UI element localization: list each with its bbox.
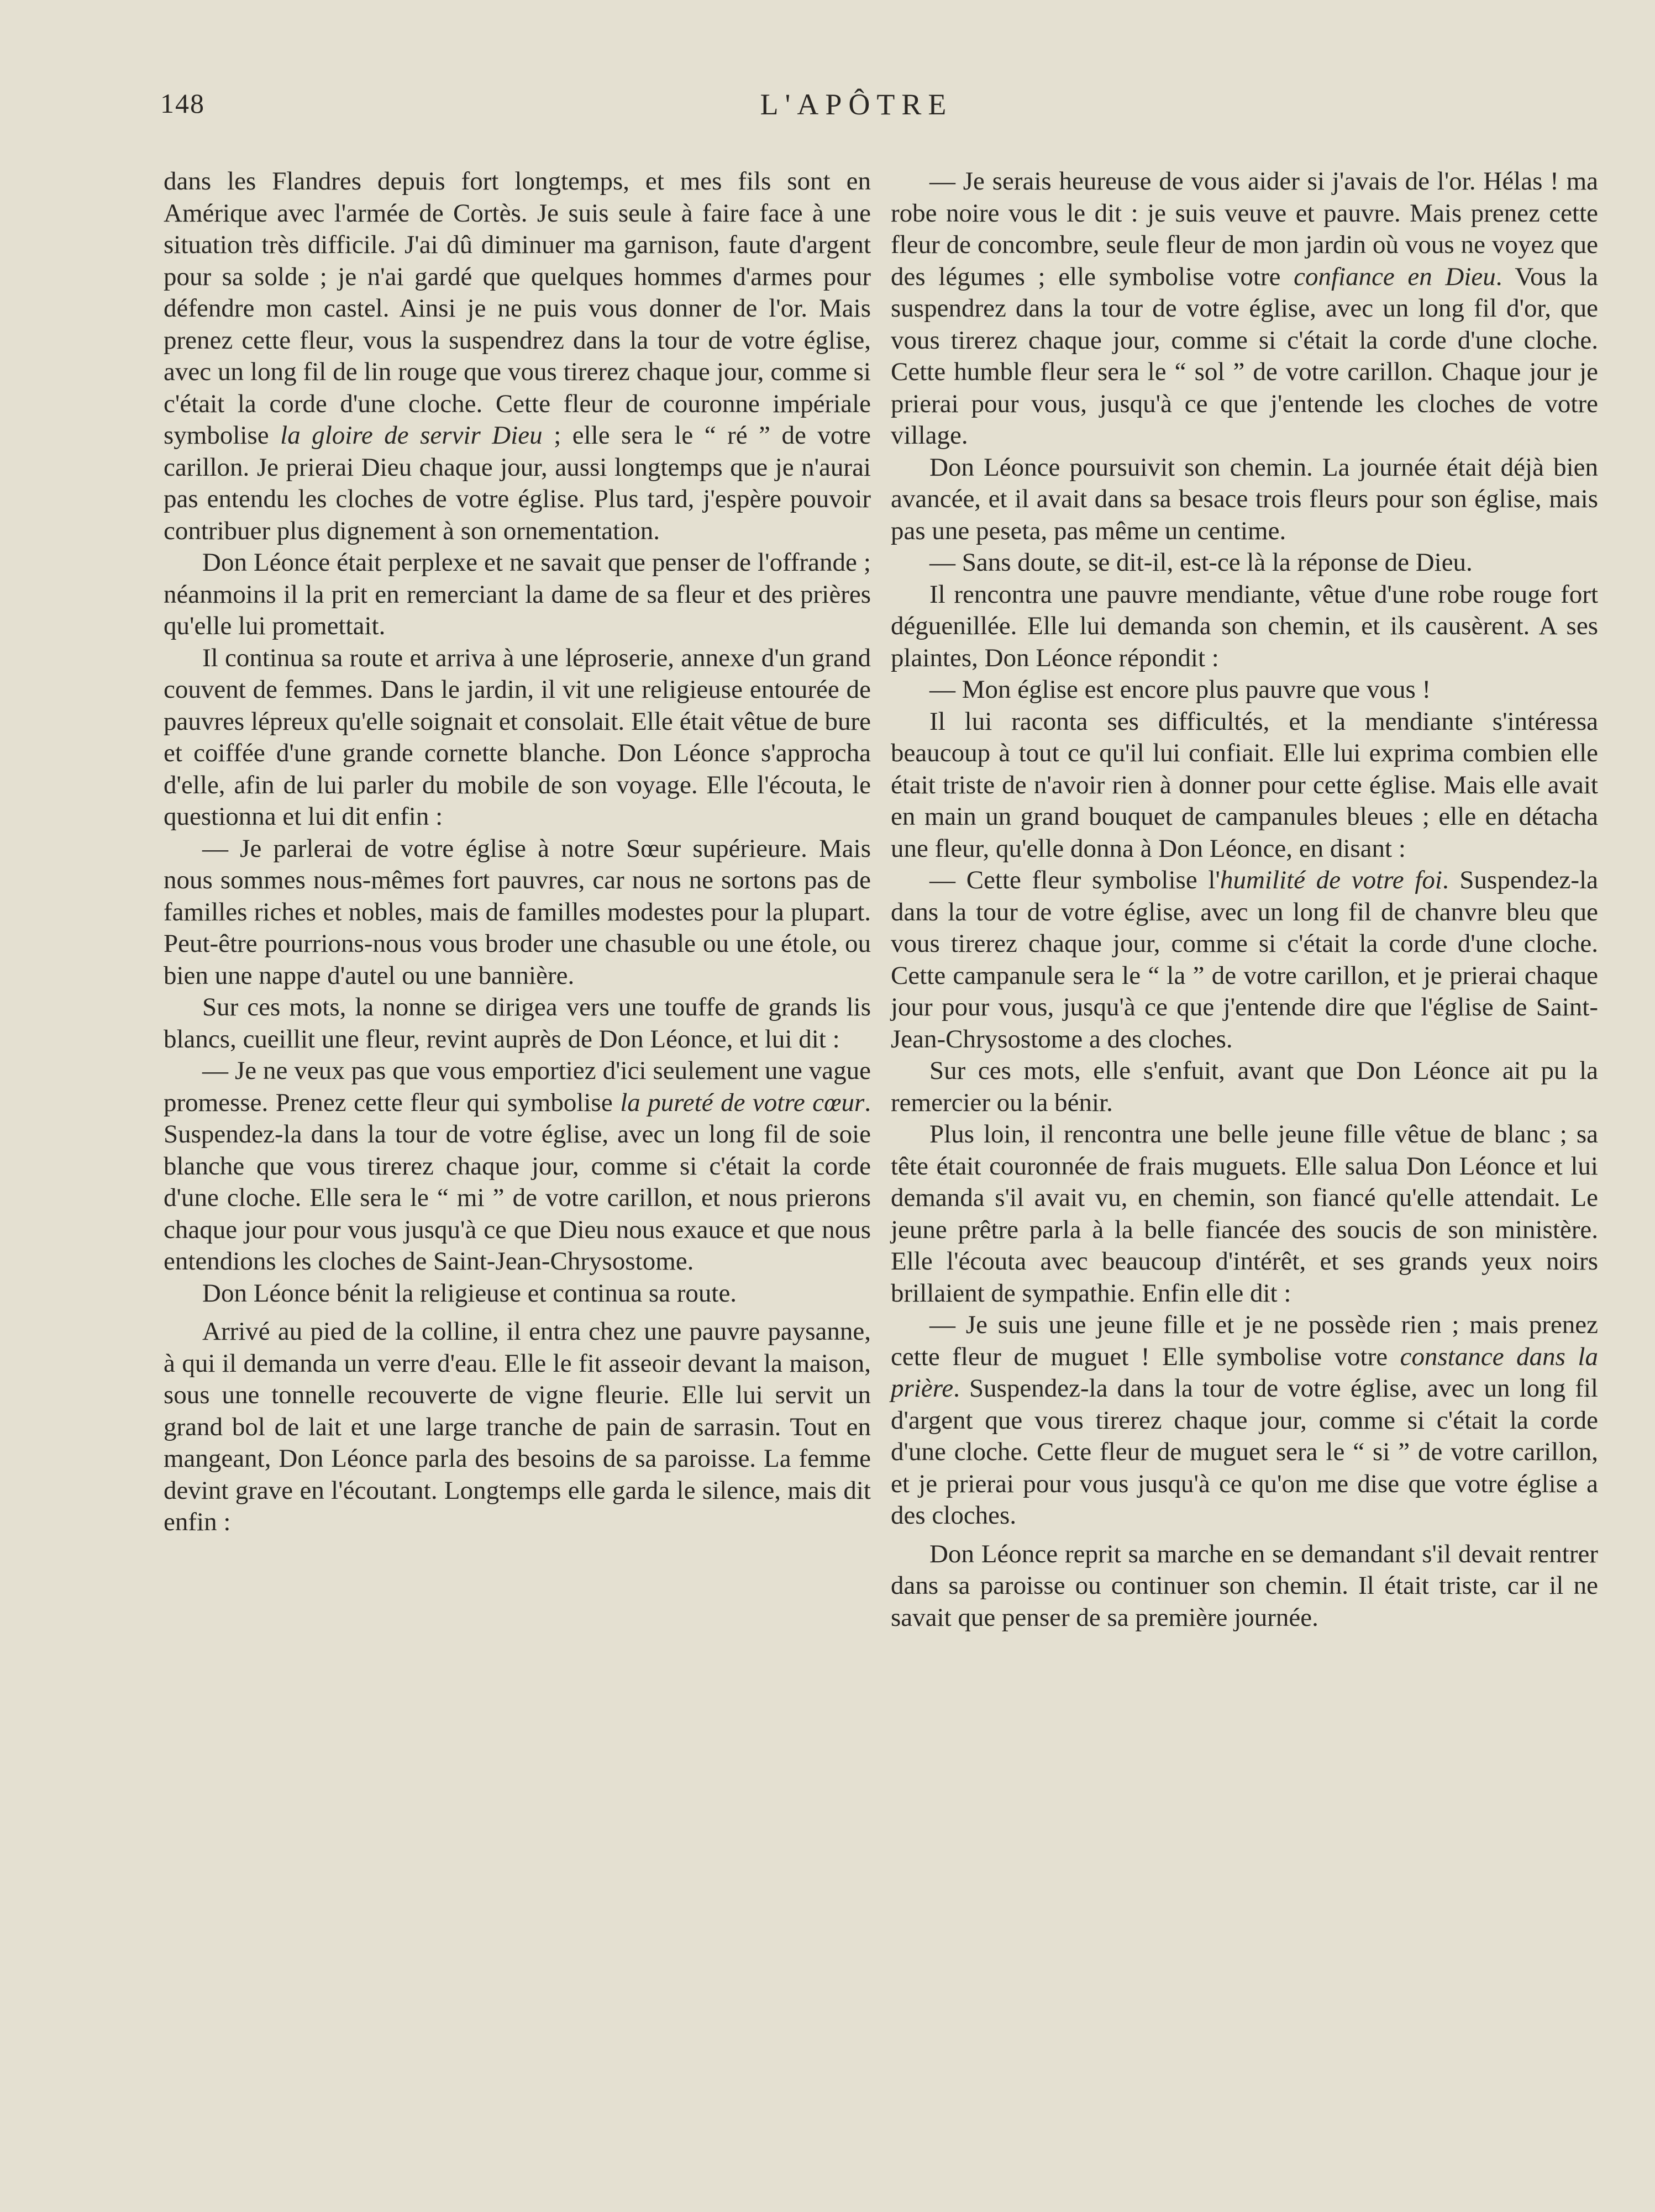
paragraph	[891, 1119, 1598, 1309]
running-title: L'APÔTRE	[760, 88, 953, 121]
paragraph-text: . Vous la suspendrez dans la tour de votre église, avec un long fil d'or, que vous tirerez chaque jour, comme si c'était la corde d'une cloche. Cette humble fleur sera le “ sol ” de votre carillon. Chaque jour je prierai pour vous, jusqu'à ce que j'entende les cloches de votre village.	[891, 262, 1598, 450]
paragraph-text: dans les Flandres depuis fort longtemps, et mes fils sont en Amérique avec l'armée de Cortès. Je suis seule à faire face à une situation très difficile. J'ai dû diminuer ma garnison, faute d'argent pour sa solde ; je n'ai gardé que quelques hommes d'armes pour défendre mon castel. Ainsi je ne puis vous donner de l'or. Mais prenez cette fleur, vous la suspendrez dans la tour de votre église, avec un long fil de lin rouge que vous tirerez chaque jour, comme si c'était la corde d'une cloche. Cette fleur de couronne impériale symbolise	[164, 167, 871, 450]
paragraph	[164, 642, 871, 833]
paragraph-text: Il lui raconta ses difficultés, et la mendiante s'intéressa beaucoup à tout ce qu'il lui confiait. Elle lui exprima combien elle était triste de n'avoir rien à donner pour cette église. Mais elle avait en main un grand bouquet de campanules bleues ; elle en détacha une fleur, qu'elle donna à Don Léonce, en disant :	[891, 707, 1598, 863]
paragraph	[891, 1055, 1598, 1119]
paragraph-text: Don Léonce poursuivit son chemin. La journée était déjà bien avancée, et il avait dans sa besace trois fleurs pour son église, mais pas une peseta, pas même un centime.	[891, 452, 1598, 545]
paragraph	[164, 1278, 871, 1310]
paragraph-text: Il rencontra une pauvre mendiante, vêtue d'une robe rouge fort déguenillée. Elle lui demanda son chemin, et ils causèrent. A ses plaintes, Don Léonce répondit :	[891, 580, 1598, 672]
paragraph	[891, 865, 1598, 1055]
paragraph-text: Il continua sa route et arriva à une léproserie, annexe d'un grand couvent de femmes. Dans le jardin, il vit une religieuse entourée de pauvres lépreux qu'elle soignait et consolait. Elle était vêtue de bure et coiffée d'une grande cornette blanche. Don Léonce s'approcha d'elle, afin de lui parler du mobile de son voyage. Elle l'écouta, le questionna et lui dit enfin :	[164, 643, 871, 831]
paragraph	[891, 547, 1598, 579]
paragraph-text: . Suspendez-la dans la tour de votre église, avec un long fil de soie blanche que vous tirerez chaque jour, comme si c'était la corde d'une cloche. Elle sera le “ mi ” de votre carillon, et nous prierons chaque jour pour vous jusqu'à ce que Dieu nous exauce et que nous entendions les cloches de Saint-Jean-Chrysostome.	[164, 1088, 871, 1276]
paragraph	[164, 992, 871, 1055]
italic-emphasis: constance dans la prière	[891, 1342, 1598, 1403]
page-number: 148	[160, 88, 205, 119]
paragraph-text: — Cette fleur symbolise l'	[929, 866, 1220, 894]
paragraph	[891, 166, 1598, 452]
paragraph	[164, 833, 871, 992]
italic-emphasis: la pureté de votre cœur	[620, 1088, 865, 1117]
paragraph	[891, 579, 1598, 675]
paragraph-text: Don Léonce bénit la religieuse et continua sa route.	[202, 1278, 737, 1308]
paragraph-text: Sur ces mots, elle s'enfuit, avant que Don Léonce ait pu la remercier ou la bénir.	[891, 1056, 1598, 1117]
italic-emphasis: confiance en Dieu	[1294, 262, 1496, 291]
paragraph-text: Plus loin, il rencontra une belle jeune fille vêtue de blanc ; sa tête était couronnée de frais muguets. Elle salua Don Léonce et lui demanda s'il avait vu, en chemin, son fiancé qu'elle attendait. Le jeune prêtre parla à la belle fiancée des soucis de son ministère. Elle l'écouta avec beaucoup d'intérêt, et ses grands yeux noirs brillaient de sympathie. Enfin elle dit :	[891, 1120, 1598, 1308]
paragraph	[891, 452, 1598, 547]
paragraph-text: — Mon église est encore plus pauvre que vous !	[929, 675, 1431, 704]
paragraph-text: . Suspendez-la dans la tour de votre église, avec un long fil d'argent que vous tirerez chaque jour, comme si c'était la corde d'une cloche. Cette fleur de muguet sera le “ si ” de votre carillon, et je prierai pour vous jusqu'à ce qu'on me dise que votre église a des cloches.	[891, 1374, 1598, 1530]
italic-emphasis: la gloire de servir Dieu	[280, 421, 543, 450]
paragraph	[891, 706, 1598, 865]
paragraph	[164, 1316, 871, 1539]
paragraph-text: — Je serais heureuse de vous aider si j'avais de l'or. Hélas ! ma robe noire vous le dit : je suis veuve et pauvre. Mais prenez cette fleur de concombre, seule fleur de mon jardin où vous ne voyez que des légumes ; elle symbolise votre	[891, 167, 1598, 291]
paragraph	[891, 1539, 1598, 1634]
paragraph-text: — Je ne veux pas que vous emportiez d'ici seulement une vague promesse. Prenez cette fleur qui symbolise	[164, 1056, 871, 1117]
paragraph-text: ; elle sera le “ ré ” de votre carillon. Je prierai Dieu chaque jour, aussi longtemps que je n'aurai pas entendu les cloches de votre église. Plus tard, j'espère pouvoir contribuer plus dignement à son ornementation.	[164, 421, 871, 545]
paragraph-text: — Je suis une jeune fille et je ne possède rien ; mais prenez cette fleur de muguet ! Elle symbolise votre	[891, 1310, 1598, 1371]
paragraph-text: . Suspendez-la dans la tour de votre église, avec un long fil de chanvre bleu que vous tirerez chaque jour, comme si c'était la corde d'une cloche. Cette campanule sera le “ la ” de votre carillon, et je prierai chaque jour pour vous, jusqu'à ce que j'entende dire que l'église de Saint-Jean-Chrysostome a des cloches.	[891, 866, 1598, 1054]
paragraph-text: Don Léonce était perplexe et ne savait que penser de l'offrande ; néanmoins il la prit en remerciant la dame de sa fleur et des prières qu'elle lui promettait.	[164, 548, 871, 640]
paragraph-text: Arrivé au pied de la colline, il entra chez une pauvre paysanne, à qui il demanda un verre d'eau. Elle le fit asseoir devant la maison, sous une tonnelle recouverte de vigne fleurie. Elle lui servit un grand bol de lait et une large tranche de pain de sarrasin. Tout en mangeant, Don Léonce parla des besoins de sa paroisse. La femme devint grave en l'écoutant. Longtemps elle garda le silence, mais dit enfin :	[164, 1317, 871, 1536]
italic-emphasis: humilité de votre foi	[1220, 866, 1442, 894]
paragraph	[164, 166, 871, 547]
paragraph	[891, 674, 1598, 706]
paragraph	[891, 1309, 1598, 1532]
paragraph-text: — Je parlerai de votre église à notre Sœur supérieure. Mais nous sommes nous-mêmes fort pauvres, car nous ne sortons pas de familles riches et nobles, mais de familles modestes pour la plupart. Peut-être pourrions-nous vous broder une chasuble ou une étole, ou bien une nappe d'autel ou une bannière.	[164, 834, 871, 990]
left-column	[164, 166, 871, 1539]
paragraph-text: Sur ces mots, la nonne se dirigea vers une touffe de grands lis blancs, cueillit une fleur, revint auprès de Don Léonce, et lui dit :	[164, 993, 871, 1054]
right-column	[891, 166, 1598, 1634]
page-header	[160, 87, 1553, 131]
paragraph-text: Don Léonce reprit sa marche en se demandant s'il devait rentrer dans sa paroisse ou continuer son chemin. Il était triste, car il ne savait que penser de sa première journée.	[891, 1539, 1598, 1632]
paragraph	[164, 547, 871, 642]
paragraph	[164, 1055, 871, 1278]
paragraph-text: — Sans doute, se dit-il, est-ce là la réponse de Dieu.	[929, 548, 1473, 577]
